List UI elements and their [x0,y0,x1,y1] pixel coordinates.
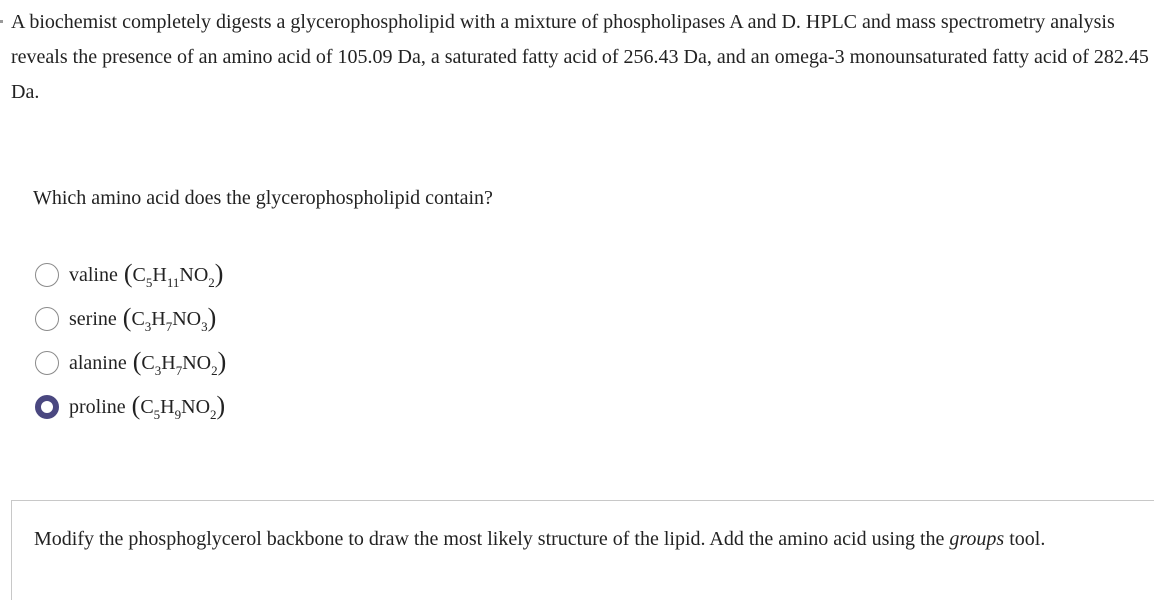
option-valine[interactable] [35,253,226,297]
chemical-formula [132,347,227,378]
element-subscript: 5 [145,275,153,290]
element-symbol: NO [172,308,202,330]
element-symbol: H [161,352,176,374]
close-paren: ) [207,303,217,332]
open-paren: ( [131,391,141,420]
radio-button-selected[interactable] [35,395,59,419]
element-subscript: 2 [208,275,215,290]
option-proline[interactable] [35,385,226,429]
option-alanine[interactable] [35,341,226,385]
radio-button[interactable] [35,307,59,331]
option-label [69,304,216,334]
element-subscript: 7 [175,363,183,378]
element-subscript: 7 [165,319,173,334]
element-symbol: C [140,396,154,418]
problem-intro: A biochemist completely digests a glycerophospholipid with a mixture of phospholipases A and D. HPLC and mass spectrometry analysis reveals the presence of an amino acid of 105.09 Da, a saturated fatty acid of 256.43 Da, and an omega-3 monounsaturated fatty acid of 282.45 Da. [11,11,1149,103]
close-paren: ) [214,259,224,288]
radio-button[interactable] [35,263,59,287]
chemical-formula [122,303,217,334]
element-symbol: NO [181,396,211,418]
option-name: valine [69,264,118,286]
groups-tool-name: groups [949,528,1005,550]
radio-button[interactable] [35,351,59,375]
element-symbol: NO [182,352,212,374]
instructions-lead: Modify the phosphoglycerol backbone to draw the most likely structure of the lipid. Add the amino acid using the [34,528,945,550]
option-label [69,348,226,378]
option-serine[interactable] [35,297,226,341]
option-label [69,392,225,422]
instructions-text [34,523,1094,556]
open-paren: ( [122,303,132,332]
element-subscript: 11 [166,275,180,290]
instructions-tail: tool. [1009,528,1046,550]
open-paren: ( [132,347,142,376]
option-name: proline [69,396,126,418]
question-text: Which amino acid does the glycerophospholipid contain? [33,187,493,209]
open-paren: ( [123,259,133,288]
element-subscript: 2 [211,363,218,378]
element-symbol: H [152,264,167,286]
element-subscript: 9 [174,407,182,422]
chemical-formula [123,259,224,290]
element-subscript: 3 [154,363,162,378]
option-label [69,260,223,290]
element-subscript: 5 [153,407,161,422]
element-symbol: H [151,308,166,330]
element-subscript: 3 [144,319,152,334]
close-paren: ) [216,391,226,420]
element-subscript: 2 [210,407,217,422]
element-symbol: C [131,308,145,330]
close-paren: ) [217,347,227,376]
element-symbol: C [132,264,146,286]
left-edge-marker [0,20,3,23]
option-name: alanine [69,352,127,374]
option-name: serine [69,308,117,330]
instructions-panel [11,500,1154,600]
chemical-formula [131,391,226,422]
element-subscript: 3 [201,319,208,334]
element-symbol: C [141,352,155,374]
element-symbol: NO [179,264,209,286]
element-symbol: H [160,396,175,418]
answer-options [35,253,226,429]
